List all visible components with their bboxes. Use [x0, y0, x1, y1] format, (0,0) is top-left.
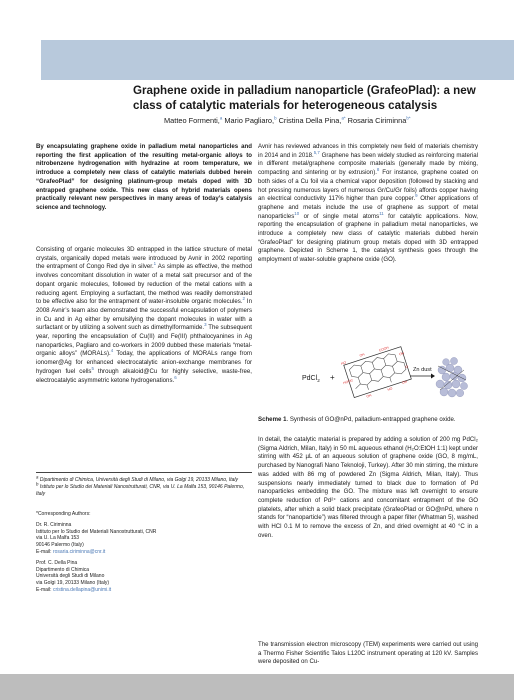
svg-text:OH: OH	[365, 393, 373, 399]
corresp-line: Istituto per lo Studio dei Materiali Nanostrutturati, CNR	[36, 528, 157, 535]
corresp-line: Dipartimento di Chimica	[36, 566, 90, 573]
svg-text:OH: OH	[359, 352, 366, 358]
arrow-head	[431, 374, 435, 379]
header-band	[41, 40, 514, 80]
corresp-line: Prof. C. Della Pina	[36, 559, 78, 566]
citation[interactable]: 8	[376, 167, 380, 173]
corresp-author-2	[36, 560, 252, 594]
affil-text: Istituto per lo Studio dei Materiali Nanostrutturati, CNR, via U. La Malfa 153, 90146 Palermo, Italy	[36, 483, 245, 497]
caption-text: . Synthesis of GO@nPd, palladium-entrapped graphene oxide.	[286, 416, 456, 423]
corresp-line: via U. La Malfa 153	[36, 535, 80, 542]
svg-text:OH: OH	[401, 379, 408, 385]
email-link[interactable]: rosaria.ciriminna@cnr.it	[52, 548, 106, 555]
email-label: E-mail:	[36, 586, 53, 593]
email-link[interactable]: cristina.dellapina@unimi.it	[52, 586, 112, 593]
email-label: E-mail:	[36, 548, 53, 555]
affiliation-a	[36, 474, 252, 487]
svg-text:HO: HO	[340, 360, 347, 366]
citation[interactable]: 2	[242, 296, 245, 302]
abstract: By encapsulating graphene oxide in palladium metal nanoparticles and reporting the first application of the resulting metal-organic alloys to nitrobenzene hydrogenation with hydrazine at room temperature, we introduce a completely new class of catalytic materials dubbed herein “GrafeoPlad” for designing platinum-group metals doped with 3D entrapped graphene oxide. This new class of hybrid materials opens practically relevant new perspectives in many areas of today’s catalysis science and technology.	[36, 143, 252, 211]
tem-paragraph: The transmission electron microscopy (TEM) experiments were carried out using a Thermo Fisher Scientific Talos L120C instrument operating at 120 kV. Samples were deposited on Cu-	[258, 641, 478, 666]
corresp-line: via Golgi 19, 20133 Milano (Italy)	[36, 580, 110, 587]
citation[interactable]: 6	[174, 374, 177, 380]
text-span: or of single metal atoms	[299, 212, 380, 220]
footnote-divider	[36, 472, 252, 473]
corresponding-authors	[36, 511, 252, 594]
affil-marker: b	[36, 481, 39, 487]
corresp-author-1	[36, 522, 252, 556]
scheme-caption	[258, 416, 478, 425]
svg-text:OH: OH	[398, 351, 405, 357]
intro-paragraph	[36, 246, 252, 385]
text-span: As simple as effective, the method involves concomitant dissolution in water of a metal salt precursor and of the dopant organic molecules, followed by reduction of the metal cations with a reducing agent. Employing a surfactant, the method was readily demonstrated to be effective also for the entrapment of water-insoluble organic molecules.	[36, 263, 252, 306]
author-2-affil: b	[274, 115, 277, 121]
author-1-affil: a	[219, 115, 223, 121]
text-span: through alkaloid@Cu for highly selective, waste-free, electrocatalytic asymmetric ketone hydrogenations.	[36, 367, 252, 384]
corresp-line: Università degli Studi di Milano	[36, 573, 105, 580]
author-1: Matteo Formenti,	[164, 116, 220, 125]
text-span: Avnir has reviewed advances in this completely new field of materials chemistry in 2014 and in 2018.	[258, 143, 478, 159]
author-3: Cristina Della Pina,	[276, 116, 342, 125]
citation[interactable]: 5	[91, 365, 94, 371]
author-4: Rosaria Ciriminna	[345, 116, 407, 125]
text-span: For instance, graphene coated on both sides of a Cu foil via a chemical vapor deposition (followed by stacking and hot pressing numerous layers of numerous Gr/Cu/Gr foils) affords copper having an electrical conductivity 117% higher than pure copper.	[258, 169, 478, 203]
footer-band	[0, 674, 514, 700]
author-4-affil: b*	[406, 115, 411, 121]
scheme-1-figure	[300, 340, 470, 412]
corresp-line: 90146 Palermo (Italy)	[36, 542, 84, 549]
author-2: Mario Pagliaro,	[222, 116, 275, 125]
caption-label: Scheme 1	[258, 416, 287, 423]
citation[interactable]: 4	[110, 348, 114, 354]
text-span: Today, the applications of MORALs range from ionomer@Ag for enhanced electrocatalytic anion-exchange membranes for hydrogen fuel cells	[36, 350, 252, 375]
affiliations	[36, 474, 252, 497]
citation[interactable]: 10	[294, 210, 300, 216]
plus-sign: +	[330, 373, 335, 382]
pd-nanoparticle-cluster	[436, 357, 468, 397]
zn-dust-label: Zn dust	[413, 367, 432, 373]
text-span: Consisting of organic molecules 3D entrapped in the lattice structure of metal crystals, organically doped metals were introduced by Avnir in 2002 reporting the entrapment of Congo Red dye in silver.	[36, 246, 252, 271]
citation[interactable]: 1	[153, 261, 157, 267]
text-span: The subsequent year, reporting the encapsulation of Cu(II) and Fe(III) phthalocyanines in Ag nanoparticles, Pagliaro and co-workers in 2009 dubbed these materials “metal-organic alloys” (MORALs).	[36, 324, 252, 358]
affil-text: Dipartimento di Chimica, Università degli Studi di Milano, via Golgi 19, 20133 Milano, Italy	[38, 477, 238, 483]
corresp-email-line	[36, 587, 252, 594]
corresp-heading: *Corresponding Authors:	[36, 511, 91, 517]
citation[interactable]: 5,7	[313, 149, 320, 155]
text-span: In 2008 Avnir’s team also demonstrated the successful encapsulation of polymers in Cu and in Ag either by emulsifying the dopant molecules in water with a surfactant or by utilizing a solvent such as dimethylformamide.	[36, 298, 252, 332]
affiliation-b	[36, 481, 252, 498]
svg-text:COOH: COOH	[378, 345, 390, 353]
author-list	[164, 116, 484, 126]
text-span: Other applications of graphene and metals include the use of graphene as support of metal nanoparticles	[258, 195, 478, 220]
pdcl2-label: PdCl$_2$	[302, 375, 320, 383]
author-3-affil: a*	[341, 115, 346, 121]
svg-text:HOOC: HOOC	[342, 378, 354, 386]
svg-text:O: O	[404, 364, 409, 370]
graphene-oxide-sheet	[336, 340, 414, 404]
methods-paragraph: In detail, the catalytic material is prepared by adding a solution of 200 mg PdCl₂ (Sigma Aldrich, Milan, Italy) in 50 mL aqueous ethanol (H₂O:EtOH 1:1) kept under stirring with 452 µL of an aqueous solution of graphene oxide (GO, 8 mg/mL, purchased by Nanografi Nano Teknoloji, Turkey). After 30 min stirring, the mixture was added with 86 mg of powdered Zn (Sigma Aldrich, Milan, Italy). Thus suspensions nearly immediately turned to black due to formation of Pd nanoparticles embedding the GO. The mixture was left overnight to ensure complete reduction of Pd²⁺ cations and concomitant entrapment of the GO platelets, after which a solid black precipitate (GrafeoPlad or GO@nPd, where n stands for “nanoparticle”) was filtered through a paper filter (Whatman 5), washed with HCl 0.1 M to remove the excess of Zn, and dried overnight at 40 °C in a oven.	[258, 436, 478, 539]
text-span: Graphene has been widely studied as reinforcing material in different metal/graphene composite materials (generally made by mixing, compacting and sintering or by extrusion).	[258, 151, 478, 177]
paper-title: Graphene oxide in palladium nanoparticle (GrafeoPlad): a new class of catalytic materials for heterogeneous catalysis	[133, 84, 476, 112]
svg-text:HO: HO	[386, 386, 393, 392]
affil-marker: a	[36, 474, 39, 480]
citation[interactable]: 3	[204, 322, 207, 328]
citation[interactable]: 9	[415, 193, 418, 199]
citation[interactable]: 11	[379, 210, 384, 216]
background-paragraph	[258, 143, 478, 265]
corresp-line: Dr. R. Ciriminna	[36, 521, 72, 528]
corresp-email-line	[36, 549, 252, 556]
text-span: for catalytic applications. Now, reporting the encapsulation of graphene in palladium metal nanoparticles, we introduce a completely new class of catalytic materials dubbed herein “GrafeoPlad” for designing platinum group metals doped with 3D entrapped graphene. Depicted in Scheme 1, the catalyst synthesis goes through the employment of water-soluble graphene oxide (GO).	[258, 212, 478, 264]
